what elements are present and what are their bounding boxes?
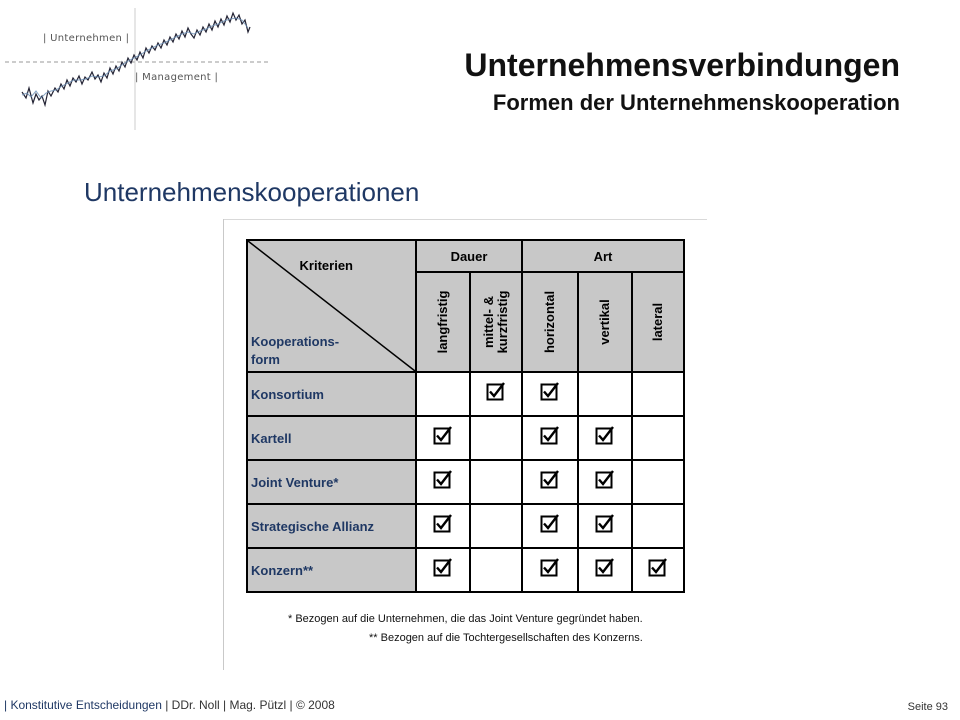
footnote-joint-venture: * Bezogen auf die Unternehmen, die das Joint Venture gegründet haben. bbox=[288, 613, 643, 625]
table-cell bbox=[578, 372, 632, 416]
row-label: Konsortium bbox=[247, 372, 416, 416]
corner-label-kooperationsform: Kooperations- form bbox=[251, 334, 340, 367]
table-cell bbox=[522, 416, 578, 460]
table-cell bbox=[522, 548, 578, 592]
table-cell bbox=[470, 548, 522, 592]
table-cell bbox=[632, 504, 684, 548]
checkbox-checked-icon bbox=[648, 558, 668, 578]
table-cell bbox=[470, 504, 522, 548]
checkbox-checked-icon bbox=[540, 514, 560, 534]
slide-title: Unternehmensverbindungen bbox=[464, 47, 900, 83]
row-label: Strategische Allianz bbox=[247, 504, 416, 548]
table-cell bbox=[522, 460, 578, 504]
table-cell bbox=[578, 416, 632, 460]
checkbox-checked-icon bbox=[595, 470, 615, 490]
table-cell bbox=[632, 548, 684, 592]
row-label: Joint Venture* bbox=[247, 460, 416, 504]
table-cell bbox=[470, 372, 522, 416]
column-header-2: horizontal bbox=[522, 272, 578, 372]
table-row bbox=[247, 504, 684, 548]
row-label: Konzern** bbox=[247, 548, 416, 592]
corner-label-kriterien: Kriterien bbox=[299, 258, 353, 273]
table-cell bbox=[416, 504, 470, 548]
table-cell bbox=[578, 504, 632, 548]
table-cell bbox=[416, 548, 470, 592]
column-header-4: lateral bbox=[632, 272, 684, 372]
table-row bbox=[247, 460, 684, 504]
footnote-konzern: ** Bezogen auf die Tochtergesellschaften des Konzerns. bbox=[369, 632, 643, 644]
table-cell bbox=[416, 416, 470, 460]
image-frame-left bbox=[223, 219, 224, 670]
group-header-dauer: Dauer bbox=[416, 240, 522, 272]
table-cell bbox=[522, 504, 578, 548]
logo-label-unternehmen: | Unternehmen | bbox=[43, 33, 130, 44]
logo-label-management: | Management | bbox=[135, 72, 219, 83]
footer-authors: | DDr. Noll | Mag. Pützl | © 2008 bbox=[161, 698, 335, 712]
section-heading: Unternehmenskooperationen bbox=[84, 177, 420, 207]
checkbox-checked-icon bbox=[540, 426, 560, 446]
checkbox-checked-icon bbox=[433, 514, 453, 534]
checkbox-checked-icon bbox=[433, 558, 453, 578]
slide-footer bbox=[4, 698, 335, 712]
table-cell bbox=[578, 548, 632, 592]
table-cell bbox=[632, 372, 684, 416]
table-row bbox=[247, 372, 684, 416]
checkbox-checked-icon bbox=[595, 558, 615, 578]
image-frame-top bbox=[223, 219, 707, 220]
table-row bbox=[247, 416, 684, 460]
table-cell bbox=[416, 460, 470, 504]
checkbox-checked-icon bbox=[540, 382, 560, 402]
checkbox-checked-icon bbox=[540, 470, 560, 490]
column-header-1: mittel- & kurzfristig bbox=[470, 272, 522, 372]
checkbox-checked-icon bbox=[433, 426, 453, 446]
table-cell bbox=[522, 372, 578, 416]
table-cell bbox=[632, 460, 684, 504]
header-logo bbox=[0, 0, 280, 130]
checkbox-checked-icon bbox=[540, 558, 560, 578]
table-cell bbox=[470, 460, 522, 504]
row-label: Kartell bbox=[247, 416, 416, 460]
column-header-3: vertikal bbox=[578, 272, 632, 372]
checkbox-checked-icon bbox=[486, 382, 506, 402]
table-cell bbox=[578, 460, 632, 504]
checkbox-checked-icon bbox=[595, 426, 615, 446]
slide-subtitle: Formen der Unternehmenskooperation bbox=[492, 90, 900, 115]
page-number: Seite 93 bbox=[907, 701, 948, 713]
table-cell bbox=[416, 372, 470, 416]
table-row bbox=[247, 548, 684, 592]
table-cell bbox=[632, 416, 684, 460]
table-corner-cell bbox=[247, 240, 416, 372]
checkbox-checked-icon bbox=[433, 470, 453, 490]
stock-chart-logo-graphic bbox=[0, 0, 280, 130]
table-cell bbox=[470, 416, 522, 460]
cooperation-matrix-table bbox=[246, 239, 685, 593]
group-header-art: Art bbox=[522, 240, 684, 272]
column-header-0: langfristig bbox=[416, 272, 470, 372]
checkbox-checked-icon bbox=[595, 514, 615, 534]
footer-section: | Konstitutive Entscheidungen bbox=[4, 698, 162, 712]
